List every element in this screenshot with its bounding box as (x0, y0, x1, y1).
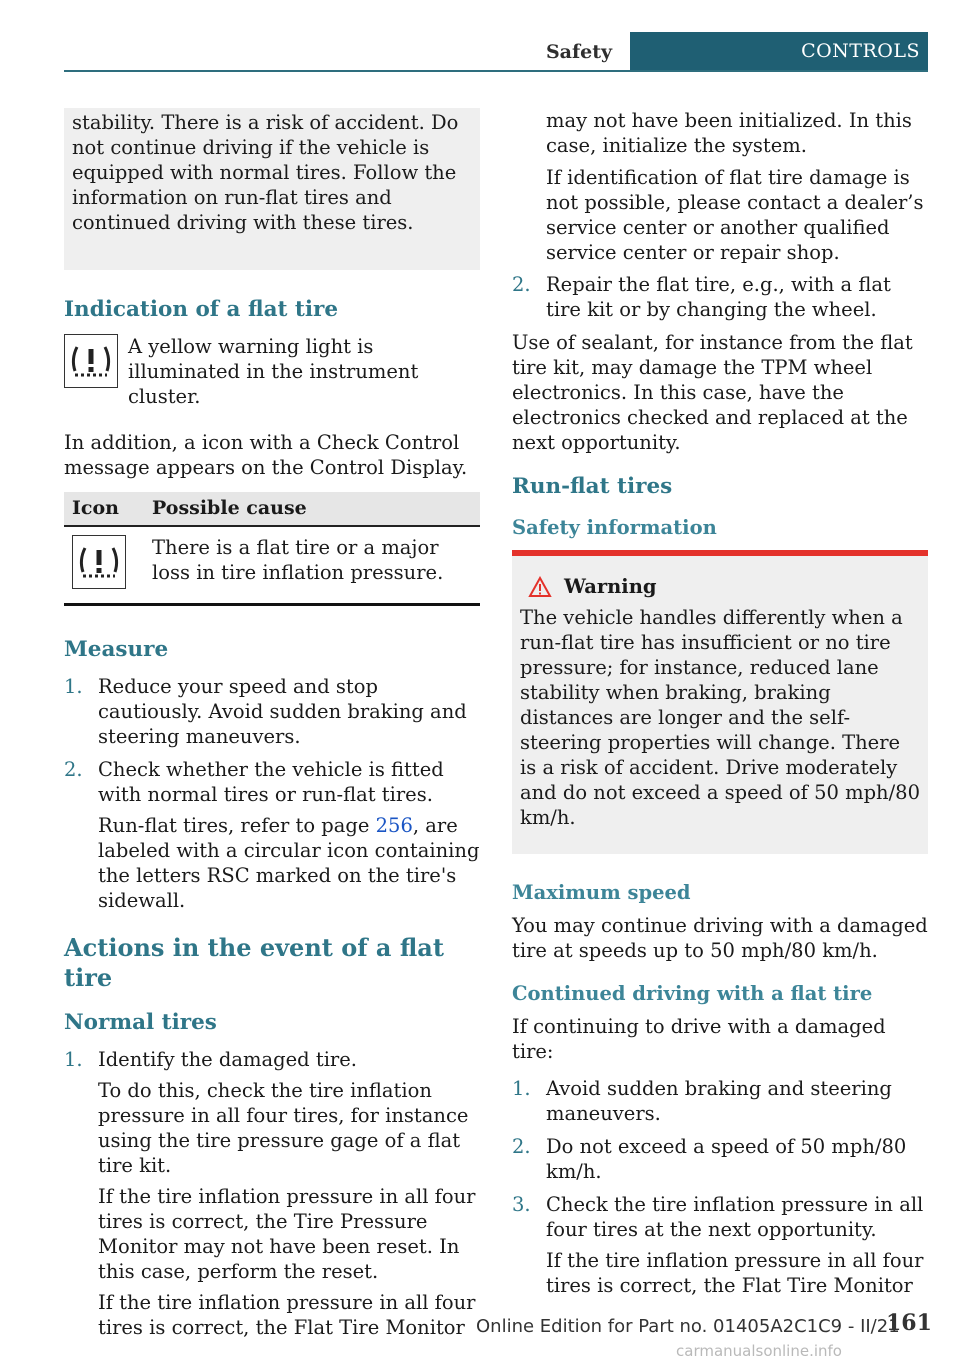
repair-list (512, 272, 928, 322)
continued-driving-list (512, 1076, 928, 1298)
measure-heading: Measure (64, 637, 169, 662)
list-item: 2. Do not exceed a speed of 50 mph/80 km/h. (512, 1135, 907, 1183)
list-item: 1. Reduce your speed and stop cautiously. Avoid sudden braking and steering maneuvers. (64, 675, 467, 748)
maximum-speed-heading: Maximum speed (512, 881, 691, 904)
watermark: carmanualsonline.info (676, 1342, 842, 1360)
edition-text: Online Edition for Part no. 01405A2C1C9 - II/21 (476, 1316, 900, 1337)
page-link[interactable]: 256 (375, 814, 413, 837)
warning-text: The vehicle handles differently when a run-flat tire has insufficient or no tire pressure; for instance, reduced lane stability when braking, braking distances are longer and the self-steering properties will change. There is a risk of accident. Drive moderately and do not exceed a speed of 50 mph/80 km/h. (520, 606, 920, 829)
page-number: 161 (886, 1310, 932, 1336)
warning-box (512, 550, 928, 854)
header-section: Safety (545, 41, 613, 63)
header-chapter: CONTROLS (630, 32, 928, 70)
continued-driving-text: If continuing to drive with a damaged tire: (512, 1015, 886, 1063)
normal-tires-list (64, 1047, 480, 1340)
runflat-reference: Run-flat tires, refer to page 256, are labeled with a circular icon containing the letters RSC marked on the tire's sidewall. (98, 814, 480, 912)
list-item: 3. Check the tire inflation pressure in all four tires at the next opportunity. If the tire inflation pressure in all four tires is correct, the Flat Tire Monitor (512, 1193, 924, 1297)
warning-title: Warning (564, 575, 657, 598)
list-item: 2. Repair the flat tire, e.g., with a flat tire kit or by changing the wheel. (512, 273, 891, 321)
maximum-speed-text: You may continue driving with a damaged tire at speeds up to 50 mph/80 km/h. (512, 914, 928, 962)
list-item: 2. Check whether the vehicle is fitted with normal tires or run-flat tires. Run-flat tires, refer to page 256, are labeled with a circular icon containing the letters RSC marked on the tire's sidewall. (64, 758, 480, 912)
table-row (64, 526, 480, 605)
normal-tires-heading: Normal tires (64, 1010, 217, 1035)
indication-row (64, 334, 480, 416)
tire-pressure-warning-icon (64, 334, 118, 388)
runflat-heading: Run-flat tires (512, 474, 673, 499)
header-rule (64, 70, 928, 72)
indication-text: A yellow warning light is illuminated in the instrument cluster. (128, 335, 419, 408)
right-column: may not have been initialized. In this case, initialize the system. If identification of flat tire damage is not possible, please contact a dealer’s service center or another qualified service center or repair shop. 2. Repair the flat tire, e.g., with a flat tire kit or by changing the wheel. Use of sealant, for instance from the flat tire kit, may damage the TPM wheel electronics. In this case, have the electronics checked and replaced at the next opportunity. Run-flat tires Safety information Warning The vehicle handles differently when a run-flat tire has insufficient or no tire pressure; for instance, reduced lane stability when braking, braking distances are longer and the self-steering properties will change. There is a risk of accident. Drive moderately and do not exceed a speed of 50 mph/80 km/h. Maximum speed You may continue driving with a damaged tire at speeds up to 50 mph/80 km/h. Continued driving with a flat tire If continuing to drive with a damaged tire: 1. Avoid sudden braking and steering maneuvers. 2. Do not exceed a speed of 50 mph/80 km/h. 3. Check the tire inflation pressure in all four tires at the next opportunity. If the tire inflation pressure in all four tires is correct, the Flat Tire Monitor (512, 109, 928, 1297)
actions-heading: Actions in the event of a flat tire (64, 933, 444, 992)
table-cell-cause: There is a flat tire or a major loss in tire inflation pressure. (144, 526, 480, 605)
table-header-cause: Possible cause (144, 492, 480, 526)
measure-list (64, 674, 480, 913)
safety-information-heading: Safety information (512, 516, 717, 539)
list-item: 1. Avoid sudden braking and steering maneuvers. (512, 1077, 892, 1125)
left-column (64, 108, 480, 1348)
continued-driving-heading: Continued driving with a flat tire (512, 982, 873, 1005)
addition-text: In addition, a icon with a Check Control message appears on the Control Display. (64, 431, 468, 479)
table-header-icon: Icon (64, 492, 144, 526)
warning-continuation-box (64, 108, 480, 270)
list-item: 1. Identify the damaged tire. To do this, check the tire inflation pressure in all four tires, for instance using the tire pressure gage of a flat tire kit. If the tire inflation pressure in all four tires is correct, the Tire Pressure Monitor may not have been reset. In this case, perform the reset. If the tire inflation pressure in all four tires is correct, the Flat Tire Monitor (64, 1048, 476, 1339)
warning-continuation-text: stability. There is a risk of accident. Do not continue driving if the vehicle is equipped with normal tires. Follow the information on run-flat tires and continued driving with these tires. (72, 111, 459, 234)
indication-heading: Indication of a flat tire (64, 297, 339, 322)
flat-tire-icon (72, 535, 126, 589)
warning-triangle-icon (528, 576, 552, 598)
sealant-text: Use of sealant, for instance from the flat tire kit, may damage the TPM wheel electronics. In this case, have the electronics checked and replaced at the next opportunity. (512, 331, 913, 454)
icon-cause-table (64, 492, 480, 606)
